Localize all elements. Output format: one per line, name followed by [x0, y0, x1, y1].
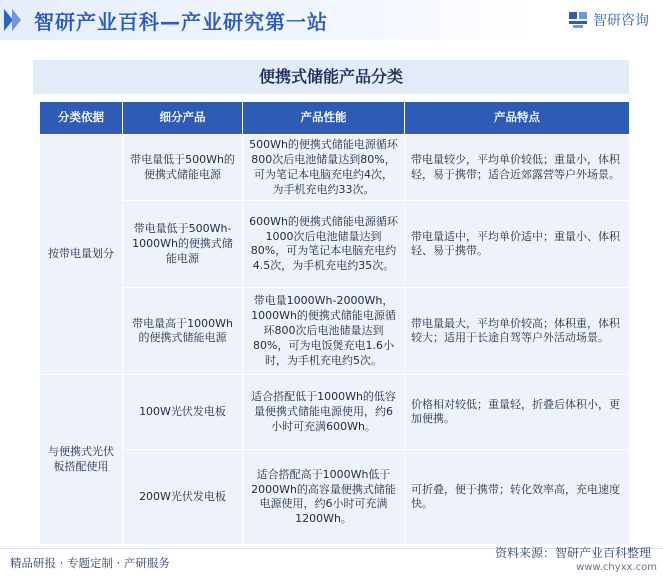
features-cell: 可折叠，便于携带；转化效率高，充电速度快。: [405, 450, 630, 545]
column-header: 产品特点: [405, 102, 630, 135]
column-header: 细分产品: [123, 102, 243, 135]
table-row: [40, 201, 630, 288]
column-header: 分类依据: [40, 102, 123, 135]
group-basis-cell: 与便携式光伏板搭配使用: [40, 375, 123, 545]
performance-cell: 500Wh的便携式储能电源循环800次后电池储量达到80%，可为笔记本电脑充电约4次，为手机充电约33次。: [243, 135, 405, 201]
product-cell: 带电量低于500Wh的便携式储能电源: [123, 135, 243, 201]
brand-logo-icon: [567, 9, 589, 31]
footer-services: 精品研报 · 专题定制 · 产研服务: [10, 556, 170, 570]
site-url[interactable]: www.chyxx.com: [576, 562, 657, 573]
product-cell: 100W光伏发电板: [123, 375, 243, 450]
header-bar: [0, 0, 663, 42]
table-row: [40, 135, 630, 201]
performance-cell: 适合搭配高于1000Wh低于2000Wh的高容量便携式储能电源使用，约6小时可充满1200Wh。: [243, 450, 405, 545]
site-title: 智研产业百科—产业研究第一站: [34, 10, 328, 34]
product-cell: 带电量低于500Wh-1000Wh的便携式储能电源: [123, 201, 243, 288]
table-header-row: [40, 102, 630, 135]
product-cell: 200W光伏发电板: [123, 450, 243, 545]
product-cell: 带电量高于1000Wh的便携式储能电源: [123, 288, 243, 375]
column-header: 产品性能: [243, 102, 405, 135]
performance-cell: 适合搭配低于1000Wh的低容量便携式储能电源使用，约6小时可充满600Wh。: [243, 375, 405, 450]
table-row: [40, 450, 630, 545]
table-row: [40, 375, 630, 450]
source-note: 资料来源：智研产业百科整理: [494, 546, 651, 560]
performance-cell: 600Wh的便携式储能电源循环1000次后电池储量达到80%，可为笔记本电脑充电约4.5次，为手机充电约35次。: [243, 201, 405, 288]
chevron-right-icon: [12, 9, 21, 31]
brand-name: 智研咨询: [593, 13, 649, 29]
table-row: [40, 288, 630, 375]
features-cell: 带电量较少，平均单价较低；重量小，体积轻，易于携带；适合近郊露营等户外场景。: [405, 135, 630, 201]
classification-table: [39, 101, 630, 545]
group-basis-cell: 按带电量划分: [40, 135, 123, 375]
table-title: 便携式储能产品分类: [33, 60, 629, 94]
features-cell: 价格相对较低；重量轻，折叠后体积小，更加便携。: [405, 375, 630, 450]
performance-cell: 带电量1000Wh-2000Wh，1000Wh的便携式储能电源循环800次后电池储量达到80%，可为电饭煲充电1.6小时，为手机充电约5次。: [243, 288, 405, 375]
features-cell: 带电量适中，平均单价适中；重量小、体积轻、易于携带。: [405, 201, 630, 288]
features-cell: 带电量最大，平均单价较高；体积重，体积较大；适用于长途自驾等户外活动场景。: [405, 288, 630, 375]
brand-logo[interactable]: [567, 9, 649, 31]
